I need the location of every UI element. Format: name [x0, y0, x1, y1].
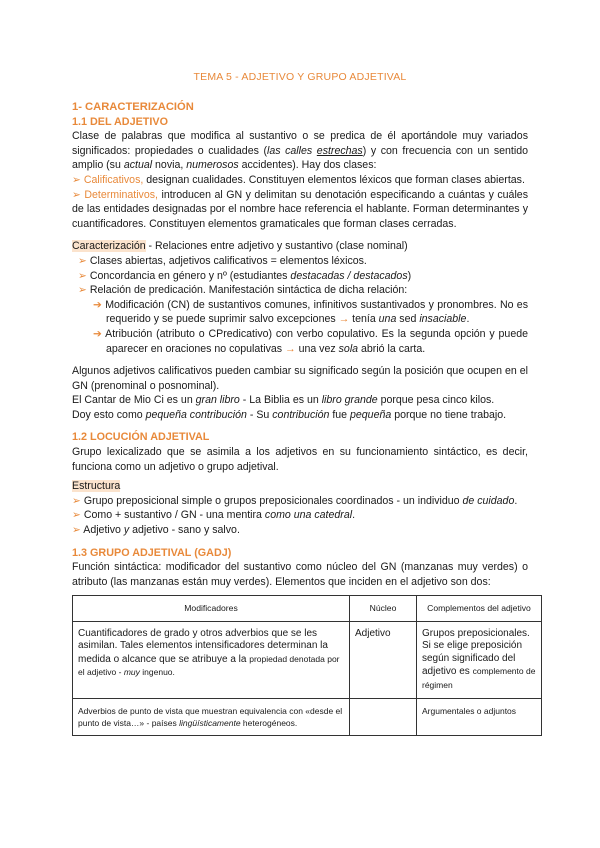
- text-run: - La Biblia es un: [239, 394, 322, 407]
- paragraph-definition: [72, 129, 528, 173]
- list-item: [72, 508, 528, 523]
- table-cell: [73, 621, 350, 699]
- table-cell: [417, 621, 542, 699]
- example-run: lingüísticamente: [179, 718, 241, 729]
- highlight-label: Caracterización: [72, 240, 146, 253]
- table-cell: Adjetivo: [350, 621, 417, 699]
- text-run: estrechas: [316, 144, 363, 157]
- text-run: Grupo preposicional simple o grupos preposicionales coordinados - un individuo: [83, 494, 463, 507]
- example-run: de cuidado: [462, 494, 515, 507]
- text-run: propiedad denotada por el adjetivo -: [78, 653, 340, 678]
- bullet-arrow-icon: ➢: [78, 284, 87, 297]
- list-item: [72, 523, 528, 538]
- text-run: complemento de régimen: [422, 666, 536, 690]
- sublist-item: [72, 298, 528, 327]
- text-run: ) y con frecuencia con un sentido amplio (su: [72, 144, 529, 172]
- text-run: novia,: [152, 159, 187, 172]
- paragraph-funcion: Función sintáctica: modificador del sustantivo como núcleo del GN (manzanas muy verdes) o atributo (las manzanas están muy verdes). Elementos que inciden en el adjetivo son dos:: [72, 561, 528, 588]
- text-run: Cuantificadores de grado y otros adverbios que se les asimilan. Tales elementos intensificadores determinan la medida o alcance que se atribuye a la: [78, 627, 328, 665]
- text-run: .: [352, 509, 356, 522]
- text-run: Como + sustantivo / GN - una mentira: [83, 509, 265, 522]
- column-header: Complementos del adjetivo: [417, 596, 542, 622]
- document-title: TEMA 5 - ADJETIVO Y GRUPO ADJETIVAL: [193, 71, 407, 83]
- text-run: - Relaciones entre adjetivo y sustantivo (clase nominal): [145, 240, 408, 253]
- term-label: Determinativos,: [84, 188, 158, 201]
- text-run: Adjetivo: [83, 524, 124, 537]
- column-header: Núcleo: [350, 596, 417, 622]
- text-run: Relación de predicación. Manifestación sintáctica de dicha relación:: [89, 284, 408, 297]
- text-run: Modificación (CN) de sustantivos comunes, infinitivos sustantivados y pronombres. No es requerido y se puede suprimir salvo excepciones: [105, 298, 528, 326]
- example-run: insaciable: [419, 313, 467, 326]
- text-run: Clases abiertas, adjetivos calificativos = elementos léxicos.: [89, 254, 367, 267]
- text-run: - Su: [246, 408, 273, 421]
- column-header: Modificadores: [73, 596, 350, 622]
- example-run: gran libro: [195, 394, 240, 407]
- sub-arrow-icon: ➔: [93, 298, 102, 311]
- sublist-item: [72, 327, 528, 356]
- list-item: [72, 254, 528, 269]
- bullet-calificativos: [72, 173, 528, 188]
- subheading-grupo-adjetival: 1.3 GRUPO ADJETIVAL (GADJ): [72, 546, 232, 559]
- paragraph-locucion: Grupo lexicalizado que se asimila a los adjetivos en su funcionamiento sintáctico, es decir, funciona como un adjetivo o grupo adjetival.: [72, 446, 528, 473]
- text-run: adjetivo - sano y salvo.: [129, 524, 240, 537]
- caracterizacion-line: [72, 239, 528, 254]
- list-item: [72, 283, 528, 298]
- highlight-label: Estructura: [72, 480, 121, 493]
- list-item: [72, 494, 528, 509]
- text-run: ): [407, 269, 412, 282]
- sub-arrow-icon: ➔: [93, 327, 102, 340]
- text-run: Adverbios de punto de vista que muestran equivalencia con «desde el punto de vista…» - países: [78, 706, 343, 729]
- bullet-arrow-icon: ➢: [72, 494, 81, 507]
- example-run: contribución: [272, 408, 330, 421]
- term-label: Calificativos,: [83, 173, 144, 186]
- table-header-row: [73, 596, 542, 622]
- example-run: actual: [123, 159, 153, 172]
- text-run: .: [514, 494, 518, 507]
- example-run: pequeña contribución: [145, 408, 247, 421]
- table-row: [73, 699, 542, 736]
- bullet-arrow-icon: ➢: [78, 254, 87, 267]
- text-run: Clase de palabras que modifica al sustantivo o se predica de él aportándole muy variados significados: propiedades o cualidades (: [72, 130, 528, 157]
- table-cell: [73, 699, 350, 736]
- text-run: accidentes). Hay dos clases:: [238, 159, 377, 172]
- text-run: Concordancia en género y nº (estudiantes: [89, 269, 291, 282]
- bullet-determinativos: [72, 188, 528, 232]
- text-run: porque pesa cinco kilos.: [377, 394, 495, 407]
- text-run: fue: [329, 408, 350, 421]
- text-run: El Cantar de Mio Ci es un: [72, 394, 196, 407]
- example-run: [267, 145, 363, 157]
- example-run: sola: [338, 342, 359, 355]
- table-cell: Argumentales o adjuntos: [417, 699, 542, 736]
- inline-arrow-icon: →: [285, 342, 296, 355]
- example-run: libro grande: [321, 394, 378, 407]
- elements-table: [72, 595, 542, 736]
- text-run: designan cualidades. Constituyen elementos léxicos que forman clases abiertas.: [143, 173, 525, 186]
- inline-arrow-icon: →: [338, 313, 350, 326]
- text-run: las calles: [267, 144, 317, 157]
- text-run: tenía: [349, 313, 379, 326]
- example-run: muy: [123, 667, 140, 678]
- example-run: una: [378, 313, 397, 326]
- subheading-locucion-adjetival: 1.2 LOCUCIÓN ADJETIVAL: [72, 431, 210, 444]
- text-run: sed: [396, 313, 420, 326]
- example-run: pequeña: [350, 408, 392, 421]
- paragraph-position: Algunos adjetivos calificativos pueden cambiar su significado según la posición que ocupen en el GN (prenominal o posnominal).: [72, 365, 528, 392]
- bullet-arrow-icon: ➢: [78, 269, 87, 282]
- example-run: numerosos: [186, 159, 239, 172]
- text-run: introducen al GN y delimitan su denotación especificando a cuántas y cuáles de las entidades designadas por el nombre hace referencia el hablante. Forman determinantes y cuantificadores. Constituyen elementos gramaticales que forman clases cerradas.: [72, 188, 528, 230]
- text-run: .: [466, 313, 470, 326]
- bullet-arrow-icon: ➢: [72, 188, 81, 201]
- table-cell: [350, 699, 417, 736]
- text-run: heterogéneos.: [240, 718, 298, 729]
- example-run: destacadas / destacados: [290, 269, 408, 282]
- bullet-arrow-icon: ➢: [72, 173, 81, 186]
- text-run: Atribución (atributo o CPredicativo) con verbo copulativo. Es la segunda opción y puede aparecer en oraciones no copulativas: [105, 327, 528, 355]
- estructura-label-line: [72, 479, 528, 494]
- table-row: [73, 621, 542, 699]
- example-run: como una catedral: [264, 509, 353, 522]
- text-run: ingenuo.: [139, 667, 175, 678]
- paragraph-example-1: [72, 393, 528, 408]
- subheading-del-adjetivo: 1.1 DEL ADJETIVO: [72, 115, 169, 128]
- bullet-arrow-icon: ➢: [72, 524, 81, 537]
- text-run: Grupos preposicionales. Si se elige preposición según significado del adjetivo es: [422, 627, 530, 678]
- bullet-arrow-icon: ➢: [72, 509, 81, 522]
- text-run: abrió la carta.: [358, 342, 426, 355]
- text-run: Doy esto como: [72, 408, 146, 421]
- list-item: [72, 269, 528, 284]
- text-run: una vez: [295, 342, 339, 355]
- section-heading-caracterizacion: 1- CARACTERIZACIÓN: [72, 101, 194, 113]
- text-run: porque no tiene trabajo.: [391, 408, 507, 421]
- example-run: y: [123, 524, 130, 537]
- document-content: [72, 100, 536, 736]
- paragraph-example-2: [72, 408, 528, 423]
